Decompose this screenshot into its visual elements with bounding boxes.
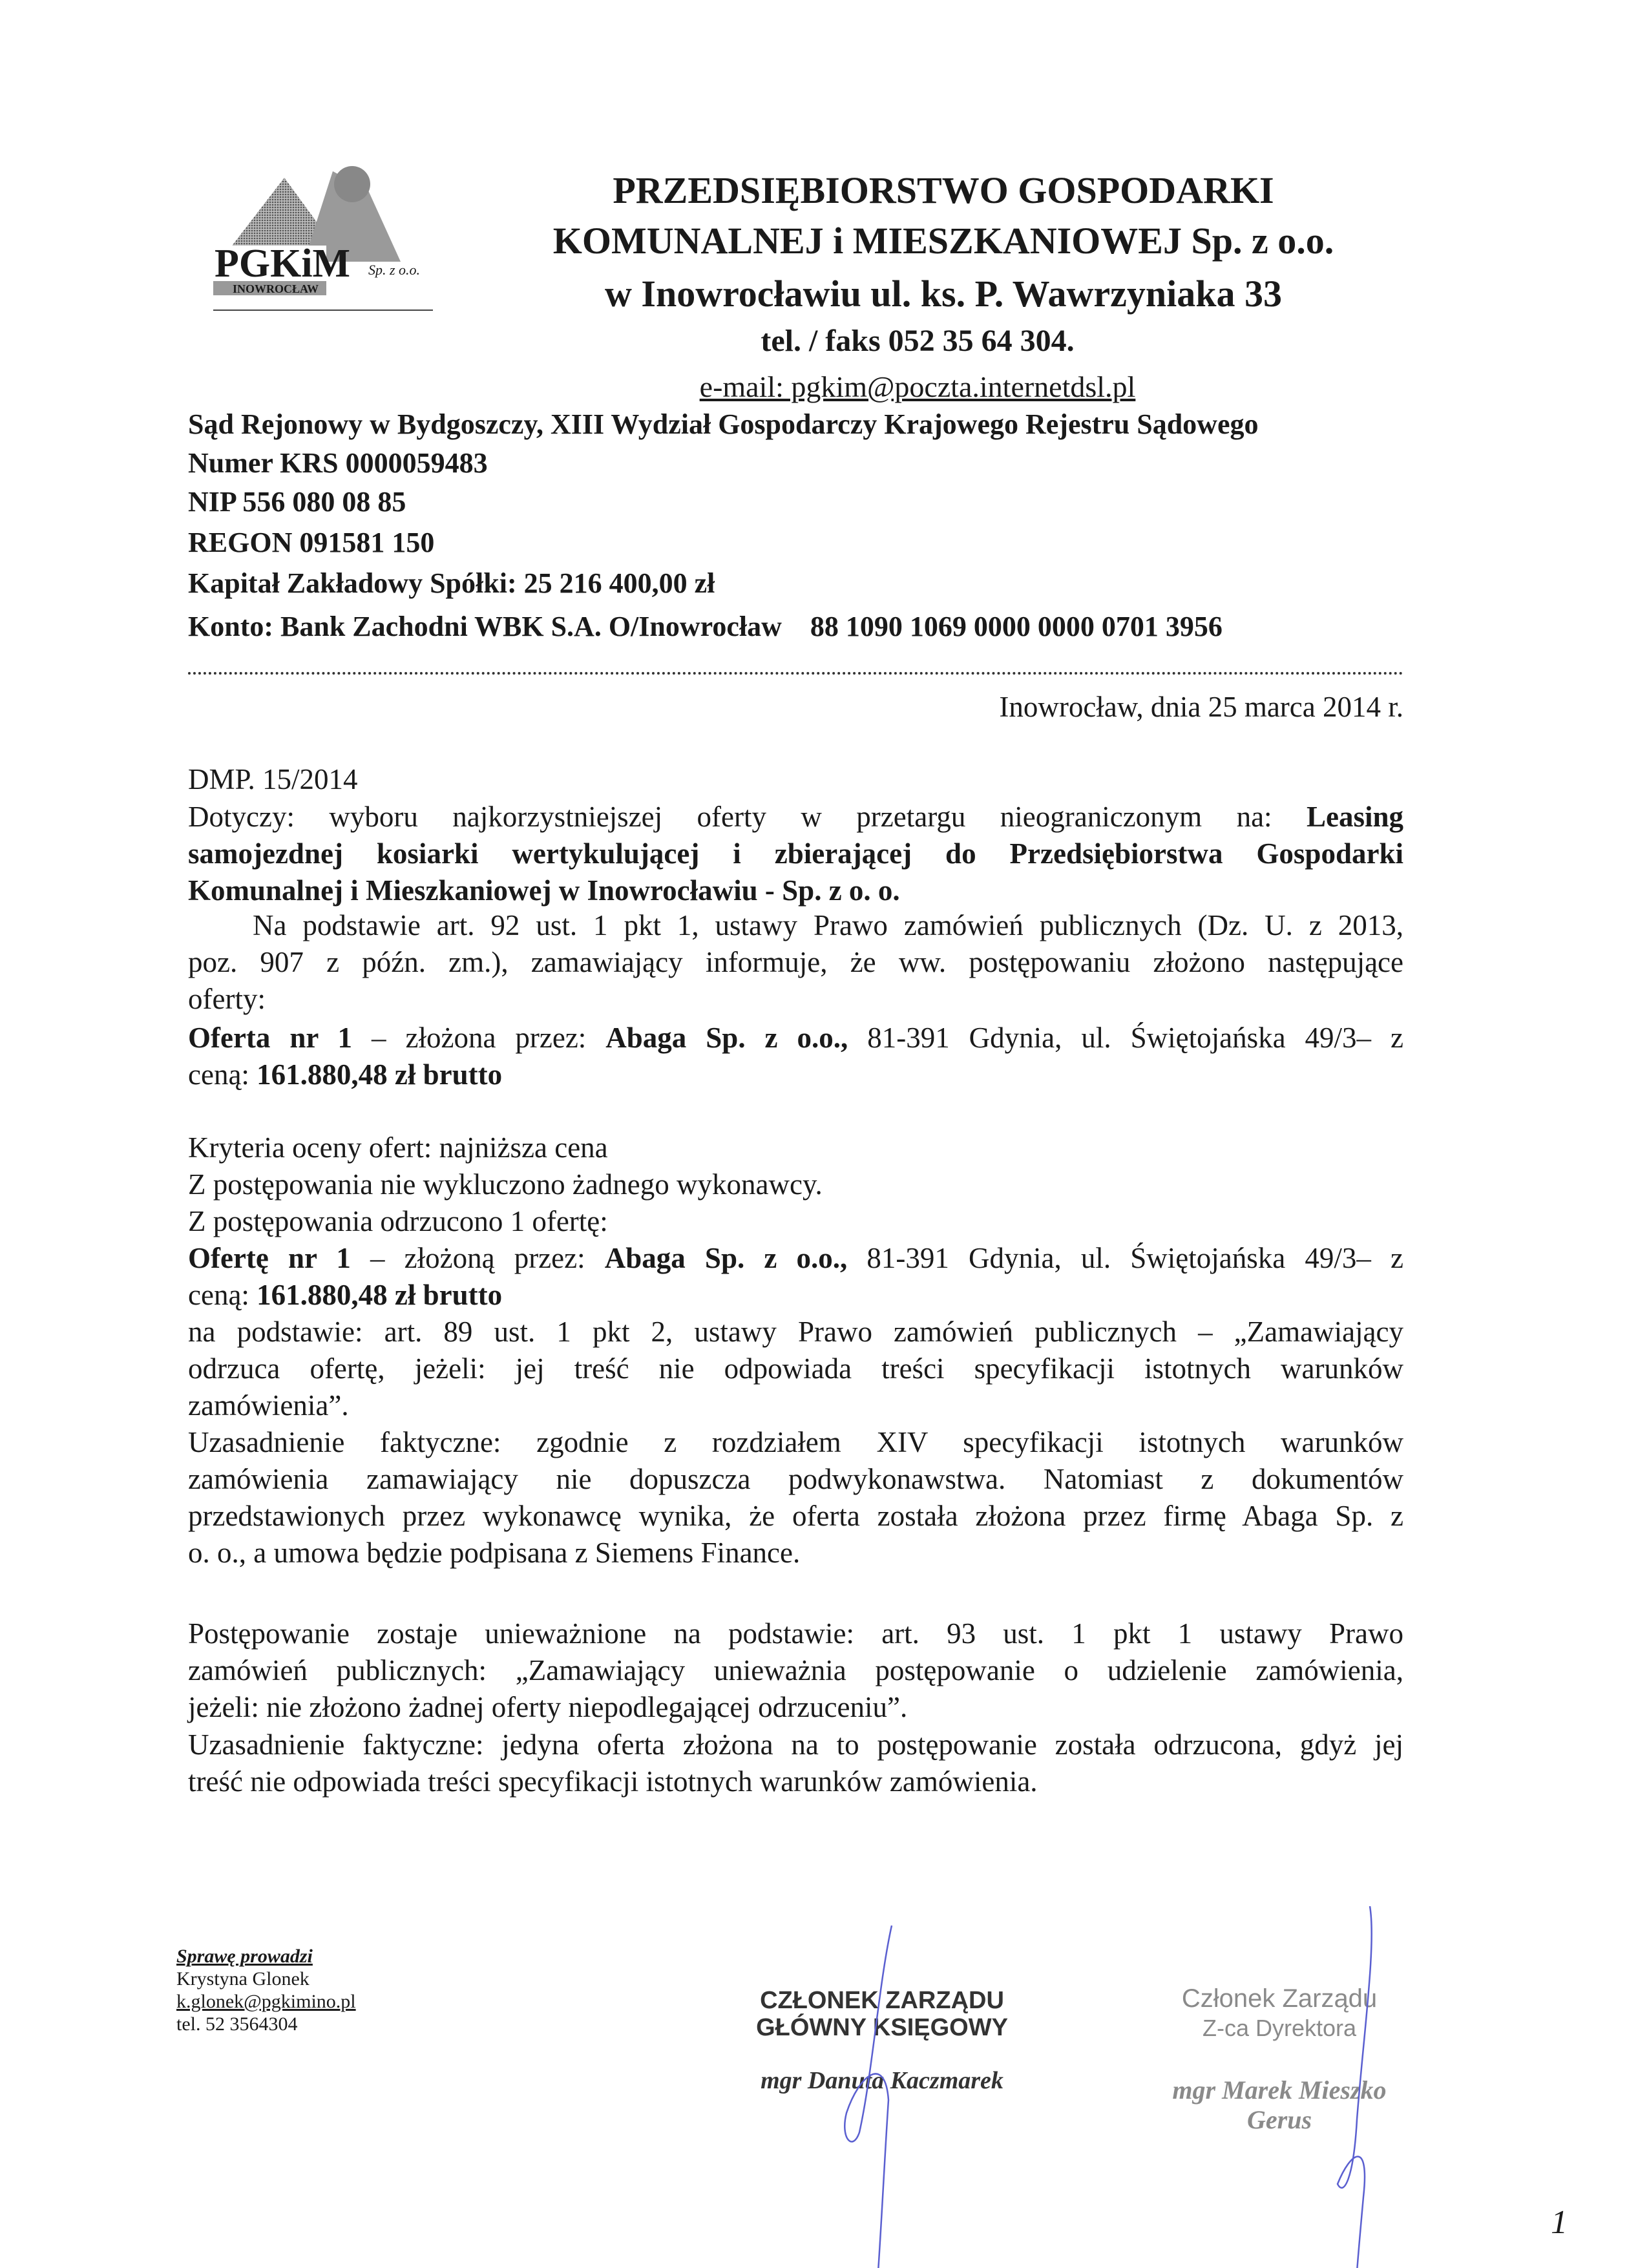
rejected-offer-paragraph bbox=[188, 1240, 1403, 1314]
rejection-basis-paragraph bbox=[188, 1314, 1403, 1424]
company-phone: tel. / faks 052 35 64 304. bbox=[761, 324, 1075, 358]
registry-krs: Numer KRS 0000059483 bbox=[188, 447, 488, 479]
text-segment: ceną: bbox=[188, 1058, 257, 1091]
text-segment: 81-391 Gdynia, ul. Świętojańska 49/3– z bbox=[848, 1022, 1403, 1054]
text-segment: poz. 907 z późn. zm.), zamawiający informuje, że ww. postępowaniu złożono następujące bbox=[188, 946, 1403, 978]
text-line bbox=[188, 1020, 1403, 1056]
bold-text: 161.880,48 zł brutto bbox=[257, 1058, 503, 1091]
company-logo bbox=[207, 165, 439, 313]
text-segment: Z postępowania nie wykluczono żadnego wykonawcy. bbox=[188, 1168, 823, 1201]
text-line bbox=[188, 1535, 1403, 1571]
contact-phone: tel. 52 3564304 bbox=[176, 2013, 298, 2035]
text-line bbox=[188, 1461, 1403, 1498]
text-segment: na podstawie: art. 89 ust. 1 pkt 2, ustawy Prawo zamówień publicznych – „Zamawiający bbox=[188, 1316, 1403, 1348]
text-segment: Na podstawie art. 92 ust. 1 pkt 1, ustawy Prawo zamówień publicznych (Dz. U. z 2013, bbox=[253, 909, 1403, 941]
text-segment: o. o., a umowa będzie podpisana z Siemens Finance. bbox=[188, 1537, 801, 1569]
registry-nip: NIP 556 080 08 85 bbox=[188, 486, 406, 518]
text-segment: przedstawionych przez wykonawcę wynika, że oferta została złożona przez firmę Abaga Sp. z bbox=[188, 1500, 1403, 1532]
text-line bbox=[188, 944, 1403, 981]
contact-heading: Sprawę prowadzi bbox=[176, 1946, 313, 1967]
text-segment: treść nie odpowiada treści specyfikacji istotnych warunków zamówienia. bbox=[188, 1765, 1038, 1798]
text-segment: Z postępowania odrzucono 1 ofertę: bbox=[188, 1205, 608, 1237]
text-segment: Uzasadnienie faktyczne: jedyna oferta złożona na to postępowanie została odrzucona, gdyż jej bbox=[188, 1728, 1403, 1761]
basis-paragraph bbox=[188, 907, 1403, 1018]
text-line bbox=[188, 1240, 1403, 1277]
bold-text: 161.880,48 zł brutto bbox=[257, 1279, 503, 1311]
text-line bbox=[188, 1203, 1403, 1240]
text-segment: zamówień publicznych: „Zamawiający unieważnia postępowanie o udzielenie zamówienia, bbox=[188, 1654, 1403, 1686]
text-line bbox=[188, 907, 1403, 944]
text-line bbox=[188, 799, 1403, 835]
text-segment: zamówienia”. bbox=[188, 1389, 349, 1422]
text-line bbox=[188, 1615, 1403, 1652]
stamp2-role: Z-ca Dyrektora bbox=[1202, 2015, 1357, 2041]
text-segment: Uzasadnienie faktyczne: zgodnie z rozdziałem XIV specyfikacji istotnych warunków bbox=[188, 1426, 1403, 1458]
bold-text: samojezdnej kosiarki wertykulującej i zbierającej do Przedsiębiorstwa Gospodarki bbox=[188, 837, 1403, 870]
text-segment: – złożona przez: bbox=[352, 1022, 606, 1054]
stamp1-role: GŁÓWNY KSIĘGOWY bbox=[756, 2014, 1008, 2041]
handwritten-signatures bbox=[0, 1906, 1649, 2268]
text-line bbox=[188, 1056, 1403, 1093]
contact-name: Krystyna Glonek bbox=[176, 1968, 310, 1990]
bold-text: Oferta nr 1 bbox=[188, 1022, 353, 1054]
text-line bbox=[188, 1727, 1403, 1763]
text-segment: – złożoną przez: bbox=[350, 1242, 605, 1274]
annulment-paragraph bbox=[188, 1615, 1403, 1726]
document-date: Inowrocław, dnia 25 marca 2014 r. bbox=[999, 691, 1403, 723]
bold-text: Abaga Sp. z o.o., bbox=[605, 1022, 848, 1054]
criteria-paragraph bbox=[188, 1129, 1403, 1240]
text-segment: jeżeli: nie złożono żadnej oferty niepodlegającej odrzuceniu”. bbox=[188, 1691, 908, 1723]
company-name-line2: KOMUNALNEJ i MIESZKANIOWEJ Sp. z o.o. bbox=[552, 220, 1334, 262]
text-line bbox=[188, 1652, 1403, 1689]
registry-regon: REGON 091581 150 bbox=[188, 527, 435, 558]
text-segment: 81-391 Gdynia, ul. Świętojańska 49/3– z bbox=[847, 1242, 1403, 1274]
stamp2-title: Członek Zarządu bbox=[1181, 1984, 1378, 2013]
text-line bbox=[188, 1387, 1403, 1424]
text-segment: zamówienia zamawiający nie dopuszcza podwykonawstwa. Natomiast z dokumentów bbox=[188, 1463, 1403, 1495]
contact-email[interactable]: k.glonek@pgkimino.pl bbox=[176, 1991, 356, 2012]
bold-text: Leasing bbox=[1306, 801, 1403, 833]
text-segment: oferty: bbox=[188, 983, 266, 1015]
justification-annulment-paragraph bbox=[188, 1727, 1403, 1800]
subject-paragraph bbox=[188, 799, 1403, 909]
text-line bbox=[188, 835, 1403, 872]
registry-capital: Kapitał Zakładowy Spółki: 25 216 400,00 zł bbox=[188, 567, 715, 599]
logo-city: INOWROCŁAW bbox=[233, 282, 319, 295]
text-line bbox=[188, 1763, 1403, 1800]
logo-text: PGKiM bbox=[215, 242, 351, 286]
dotted-divider bbox=[188, 672, 1403, 675]
offer-paragraph bbox=[188, 1020, 1403, 1093]
registry-bank-account: Konto: Bank Zachodni WBK S.A. O/Inowrocław 88 1090 1069 0000 0000 0701 3956 bbox=[188, 611, 1223, 642]
text-line bbox=[188, 1166, 1403, 1203]
reference-number: DMP. 15/2014 bbox=[188, 763, 358, 795]
logo-suffix: Sp. z o.o. bbox=[368, 262, 421, 278]
stamp1-name: mgr Danuta Kaczmarek bbox=[761, 2067, 1003, 2094]
text-segment: Dotyczy: wyboru najkorzystniejszej oferty w przetargu nieograniczonym na: bbox=[188, 801, 1307, 833]
text-line bbox=[188, 1314, 1403, 1350]
bold-text: Ofertę nr 1 bbox=[188, 1242, 351, 1274]
text-line bbox=[188, 1129, 1403, 1166]
text-segment: Kryteria oceny ofert: najniższa cena bbox=[188, 1131, 608, 1164]
stamp1-title: CZŁONEK ZARZĄDU bbox=[760, 1987, 1004, 2014]
stamp2-name: mgr Marek Mieszko Gerus bbox=[1172, 2075, 1387, 2134]
text-line bbox=[188, 981, 1403, 1018]
bold-text: Abaga Sp. z o.o., bbox=[604, 1242, 848, 1274]
text-line bbox=[188, 1350, 1403, 1387]
company-address: w Inowrocławiu ul. ks. P. Wawrzyniaka 33 bbox=[605, 273, 1282, 315]
justification-paragraph bbox=[188, 1424, 1403, 1571]
company-name-line1: PRZEDSIĘBIORSTWO GOSPODARKI bbox=[613, 169, 1274, 211]
text-segment: odrzuca ofertę, jeżeli: jej treść nie odpowiada treści specyfikacji istotnych warunków bbox=[188, 1352, 1403, 1385]
registry-court: Sąd Rejonowy w Bydgoszczy, XIII Wydział Gospodarczy Krajowego Rejestru Sądowego bbox=[188, 408, 1259, 440]
text-line bbox=[188, 1498, 1403, 1535]
text-line bbox=[188, 872, 1403, 909]
text-line bbox=[188, 1424, 1403, 1461]
page-number: 1 bbox=[1551, 2204, 1568, 2241]
bold-text: Komunalnej i Mieszkaniowej w Inowrocławiu - Sp. z o. o. bbox=[188, 874, 900, 907]
company-email: e-mail: pgkim@poczta.internetdsl.pl bbox=[699, 370, 1136, 403]
text-segment: ceną: bbox=[188, 1279, 257, 1311]
text-line bbox=[188, 1689, 1403, 1726]
text-line bbox=[188, 1277, 1403, 1314]
text-segment: Postępowanie zostaje unieważnione na podstawie: art. 93 ust. 1 pkt 1 ustawy Prawo bbox=[188, 1617, 1403, 1650]
